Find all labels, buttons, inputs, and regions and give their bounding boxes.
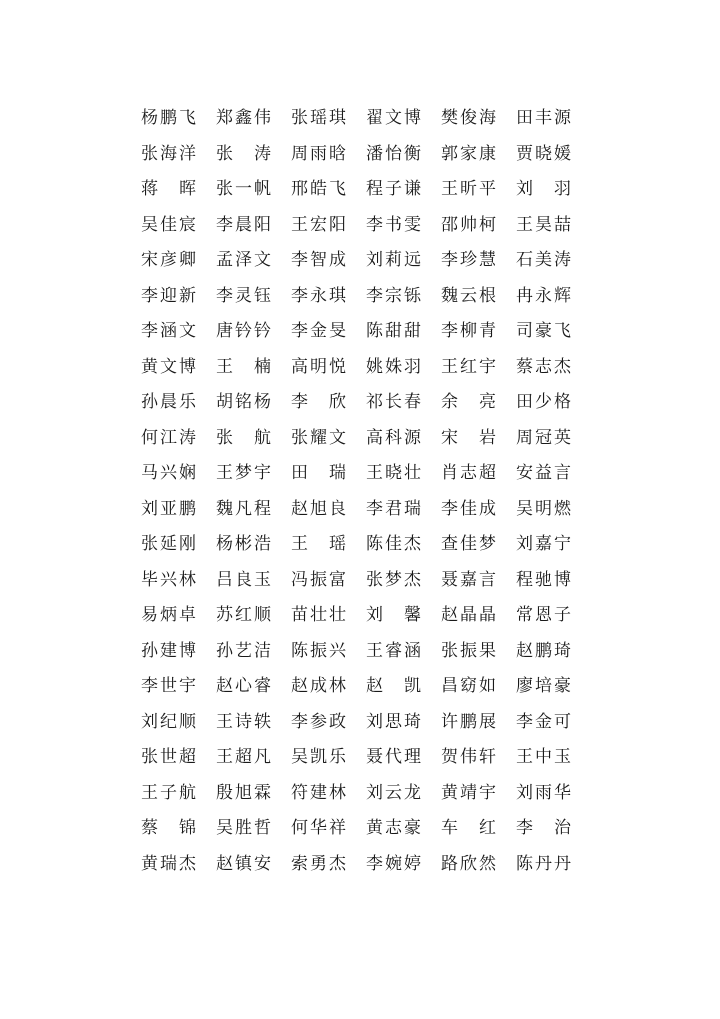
name-entry: 吴明燃 xyxy=(516,498,573,519)
name-row xyxy=(141,634,591,670)
name-entry: 刘莉远 xyxy=(366,250,423,271)
name-entry: 高明悦 xyxy=(291,356,348,377)
name-entry: 刘嘉宁 xyxy=(516,534,573,555)
name-entry: 孙艺洁 xyxy=(216,640,273,661)
name-entry: 昌窈如 xyxy=(441,676,498,697)
name-entry: 陈振兴 xyxy=(291,640,348,661)
name-list xyxy=(141,101,591,882)
name-entry: 赵鹏琦 xyxy=(516,640,573,661)
name-entry: 赵成林 xyxy=(291,676,348,697)
name-entry: 程子谦 xyxy=(366,179,423,200)
name-entry: 李婉婷 xyxy=(366,853,423,874)
name-entry: 田少格 xyxy=(516,392,573,413)
name-entry: 贾晓媛 xyxy=(516,143,573,164)
name-entry: 刘雨华 xyxy=(516,782,573,803)
name-entry: 李永琪 xyxy=(291,285,348,306)
name-entry: 王 瑶 xyxy=(291,534,348,555)
name-entry: 杨彬浩 xyxy=(216,534,273,555)
name-entry: 周冠英 xyxy=(516,427,573,448)
name-entry: 李书雯 xyxy=(366,214,423,235)
name-row xyxy=(141,669,591,705)
name-entry: 郭家康 xyxy=(441,143,498,164)
name-entry: 李参政 xyxy=(291,711,348,732)
name-entry: 易炳卓 xyxy=(141,605,198,626)
name-entry: 王 楠 xyxy=(216,356,273,377)
name-entry: 李涵文 xyxy=(141,321,198,342)
name-entry: 蒋 晖 xyxy=(141,179,198,200)
name-entry: 贺伟轩 xyxy=(441,747,498,768)
name-row xyxy=(141,563,591,599)
name-row xyxy=(141,314,591,350)
name-entry: 赵旭良 xyxy=(291,498,348,519)
name-entry: 肖志超 xyxy=(441,463,498,484)
name-entry: 常恩子 xyxy=(516,605,573,626)
name-entry: 赵心睿 xyxy=(216,676,273,697)
name-entry: 石美涛 xyxy=(516,250,573,271)
name-row xyxy=(141,101,591,137)
name-row xyxy=(141,740,591,776)
name-row xyxy=(141,811,591,847)
name-entry: 王睿涵 xyxy=(366,640,423,661)
name-entry: 刘亚鹏 xyxy=(141,498,198,519)
name-entry: 张世超 xyxy=(141,747,198,768)
name-entry: 李世宇 xyxy=(141,676,198,697)
name-entry: 黄文博 xyxy=(141,356,198,377)
name-entry: 蔡 锦 xyxy=(141,818,198,839)
name-entry: 吕良玉 xyxy=(216,569,273,590)
name-entry: 索勇杰 xyxy=(291,853,348,874)
name-entry: 张一帆 xyxy=(216,179,273,200)
name-row xyxy=(141,279,591,315)
name-entry: 祁长春 xyxy=(366,392,423,413)
name-entry: 王昕平 xyxy=(441,179,498,200)
name-row xyxy=(141,527,591,563)
name-entry: 李迎新 xyxy=(141,285,198,306)
name-entry: 李柳青 xyxy=(441,321,498,342)
name-entry: 车 红 xyxy=(441,818,498,839)
name-entry: 李智成 xyxy=(291,250,348,271)
name-entry: 陈甜甜 xyxy=(366,321,423,342)
name-entry: 聂代理 xyxy=(366,747,423,768)
name-entry: 许鹏展 xyxy=(441,711,498,732)
name-entry: 王中玉 xyxy=(516,747,573,768)
name-entry: 赵晶晶 xyxy=(441,605,498,626)
name-entry: 李金旻 xyxy=(291,321,348,342)
name-entry: 司豪飞 xyxy=(516,321,573,342)
name-entry: 赵镇安 xyxy=(216,853,273,874)
name-row xyxy=(141,385,591,421)
name-entry: 苗壮壮 xyxy=(291,605,348,626)
name-entry: 田丰源 xyxy=(516,108,573,129)
name-entry: 王宏阳 xyxy=(291,214,348,235)
name-entry: 王诗轶 xyxy=(216,711,273,732)
name-entry: 刘 馨 xyxy=(366,605,423,626)
name-entry: 毕兴林 xyxy=(141,569,198,590)
name-entry: 张梦杰 xyxy=(366,569,423,590)
name-entry: 王超凡 xyxy=(216,747,273,768)
name-entry: 马兴娴 xyxy=(141,463,198,484)
name-entry: 吴佳宸 xyxy=(141,214,198,235)
name-entry: 符建林 xyxy=(291,782,348,803)
name-entry: 孟泽文 xyxy=(216,250,273,271)
name-entry: 刘 羽 xyxy=(516,179,573,200)
name-row xyxy=(141,492,591,528)
name-entry: 何华祥 xyxy=(291,818,348,839)
name-entry: 冯振富 xyxy=(291,569,348,590)
name-row xyxy=(141,137,591,173)
name-entry: 李君瑞 xyxy=(366,498,423,519)
name-entry: 田 瑞 xyxy=(291,463,348,484)
name-entry: 刘思琦 xyxy=(366,711,423,732)
name-entry: 李宗铄 xyxy=(366,285,423,306)
name-entry: 张海洋 xyxy=(141,143,198,164)
name-entry: 吴胜哲 xyxy=(216,818,273,839)
name-entry: 王子航 xyxy=(141,782,198,803)
name-entry: 张 涛 xyxy=(216,143,273,164)
name-entry: 程驰博 xyxy=(516,569,573,590)
name-entry: 刘纪顺 xyxy=(141,711,198,732)
name-entry: 殷旭霖 xyxy=(216,782,273,803)
name-entry: 黄瑞杰 xyxy=(141,853,198,874)
name-entry: 李金可 xyxy=(516,711,573,732)
name-entry: 陈佳杰 xyxy=(366,534,423,555)
name-row xyxy=(141,208,591,244)
name-entry: 翟文博 xyxy=(366,108,423,129)
name-entry: 张耀文 xyxy=(291,427,348,448)
name-row xyxy=(141,776,591,812)
name-row xyxy=(141,243,591,279)
name-entry: 查佳梦 xyxy=(441,534,498,555)
name-entry: 聂嘉言 xyxy=(441,569,498,590)
name-row xyxy=(141,421,591,457)
name-entry: 赵 凯 xyxy=(366,676,423,697)
name-row xyxy=(141,598,591,634)
name-entry: 黄志豪 xyxy=(366,818,423,839)
name-entry: 廖培豪 xyxy=(516,676,573,697)
name-entry: 蔡志杰 xyxy=(516,356,573,377)
name-entry: 路欣然 xyxy=(441,853,498,874)
name-entry: 王昊喆 xyxy=(516,214,573,235)
name-entry: 吴凯乐 xyxy=(291,747,348,768)
name-entry: 宋 岩 xyxy=(441,427,498,448)
name-entry: 何江涛 xyxy=(141,427,198,448)
name-entry: 苏红顺 xyxy=(216,605,273,626)
name-entry: 魏云根 xyxy=(441,285,498,306)
name-row xyxy=(141,172,591,208)
name-entry: 张 航 xyxy=(216,427,273,448)
name-entry: 孙晨乐 xyxy=(141,392,198,413)
name-entry: 杨鹏飞 xyxy=(141,108,198,129)
name-entry: 刘云龙 xyxy=(366,782,423,803)
name-entry: 黄靖宇 xyxy=(441,782,498,803)
name-entry: 张瑶琪 xyxy=(291,108,348,129)
name-entry: 宋彦卿 xyxy=(141,250,198,271)
name-entry: 李 欣 xyxy=(291,392,348,413)
name-row xyxy=(141,705,591,741)
name-entry: 郑鑫伟 xyxy=(216,108,273,129)
name-entry: 余 亮 xyxy=(441,392,498,413)
name-entry: 李珍慧 xyxy=(441,250,498,271)
name-entry: 陈丹丹 xyxy=(516,853,573,874)
name-row xyxy=(141,456,591,492)
name-entry: 高科源 xyxy=(366,427,423,448)
name-entry: 唐钤钤 xyxy=(216,321,273,342)
name-entry: 姚姝羽 xyxy=(366,356,423,377)
name-entry: 张振果 xyxy=(441,640,498,661)
name-entry: 王晓壮 xyxy=(366,463,423,484)
name-entry: 邢皓飞 xyxy=(291,179,348,200)
name-entry: 李灵钰 xyxy=(216,285,273,306)
name-entry: 李 治 xyxy=(516,818,573,839)
name-entry: 樊俊海 xyxy=(441,108,498,129)
name-entry: 冉永辉 xyxy=(516,285,573,306)
name-entry: 胡铭杨 xyxy=(216,392,273,413)
name-entry: 孙建博 xyxy=(141,640,198,661)
name-row xyxy=(141,350,591,386)
name-entry: 潘怡衡 xyxy=(366,143,423,164)
name-entry: 邵帅柯 xyxy=(441,214,498,235)
name-entry: 王红宇 xyxy=(441,356,498,377)
name-entry: 李佳成 xyxy=(441,498,498,519)
name-entry: 王梦宇 xyxy=(216,463,273,484)
name-entry: 李晨阳 xyxy=(216,214,273,235)
name-entry: 周雨晗 xyxy=(291,143,348,164)
name-row xyxy=(141,847,591,883)
name-entry: 安益言 xyxy=(516,463,573,484)
name-entry: 魏凡程 xyxy=(216,498,273,519)
name-entry: 张延刚 xyxy=(141,534,198,555)
